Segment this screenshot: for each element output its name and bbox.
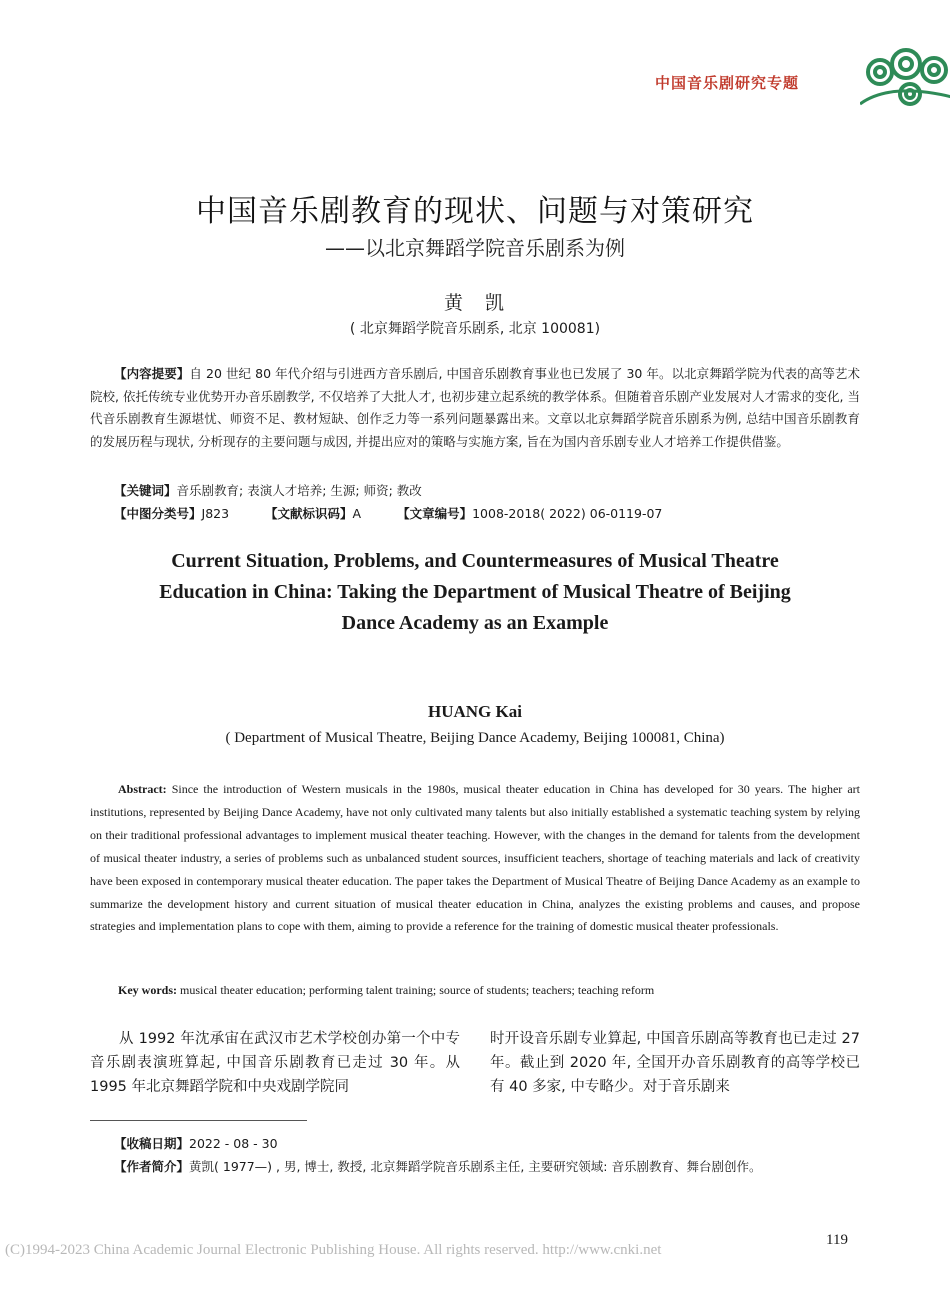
keywords-cn-text: 音乐剧教育; 表演人才培养; 生源; 师资; 教改	[176, 483, 422, 498]
footnote-received	[114, 1134, 278, 1152]
author-name-cn: 黄凯	[443, 292, 526, 314]
doc-code-value: A	[352, 506, 362, 521]
abstract-en-text: Since the introduction of Western musicals in the 1980s, musical theater education in China has developed for 30 years. The higher art institutions, represented by Beijing Dance Academy, have not only cultivated many talents but also initially established a systematic teaching system by relying on their traditional professional advantages to implement musical theater teaching. However, with the changes in the demand for talents from the development of musical theater industry, a series of problems such as unbalanced student sources, insufficient teachers, shortage of teaching materials and lack of creativity have been exposed in contemporary musical theater education. The paper takes the Department of Musical Theatre of Beijing Dance Academy as an example to summarize the development history and current situation of musical theater education in China, analyzes the existing problems and causes, and propose strategies and implementation plans to cope with them, aiming to provide a reference for the training of domestic musical theater professionals.	[90, 782, 860, 934]
abstract-cn	[90, 363, 860, 453]
article-title-cn: 中国音乐剧教育的现状、问题与对策研究	[196, 194, 754, 229]
abstract-cn-label: 【内容提要】	[114, 366, 190, 381]
cloud-swirl-logo	[860, 42, 950, 112]
author-bio-label: 【作者简介】	[114, 1159, 190, 1174]
author-name-en: HUANG Kai	[428, 702, 522, 721]
keywords-cn	[114, 481, 422, 499]
article-title-en: Current Situation, Problems, and Countermeasures of Musical Theatre Education in China: Taking the Department of Musical Theatre of Beijing Dance Academy as an Example	[159, 550, 791, 634]
body-column-right: 时开设音乐剧专业算起, 中国音乐剧高等教育也已走过 27 年。截止到 2020 年, 全国开办音乐剧教育的高等学校已有 40 多家, 中专略少。对于音乐剧来	[490, 1031, 860, 1095]
keywords-en	[118, 983, 858, 998]
clc-value: J823	[201, 506, 230, 521]
article-subtitle-cn: ——以北京舞蹈学院音乐剧系为例	[325, 236, 625, 260]
abstract-cn-text: 自 20 世纪 80 年代介绍与引进西方音乐剧后, 中国音乐剧教育事业也已发展了 30 年。以北京舞蹈学院为代表的高等艺术院校, 依托传统专业优势开办音乐剧教学, 不仅培养了大批人才, 也初步建立起系统的教学体系。但随着音乐剧产业发展对人才需求的变化, 当代音乐剧教育生源堪忧、师资不足、教材短缺、创作乏力等一系列问题暴露出来。文章以北京舞蹈学院音乐剧系为例, 总结中国音乐剧教育的发展历程与现状, 分析现存的主要问题与成因, 并提出应对的策略与实施方案, 旨在为国内音乐剧专业人才培养工作提供借鉴。	[90, 366, 860, 449]
abstract-en	[90, 778, 860, 938]
keywords-en-label: Key words:	[118, 983, 177, 997]
page-number: 119	[826, 1232, 848, 1248]
classification-line	[114, 504, 662, 522]
received-label: 【收稿日期】	[114, 1136, 190, 1151]
copyright-watermark: (C)1994-2023 China Academic Journal Electronic Publishing House. All rights reserved. http://www.cnki.net	[5, 1242, 662, 1258]
article-no-label: 【文章编号】	[397, 506, 473, 521]
clc-label: 【中图分类号】	[114, 506, 202, 521]
footnote-divider	[90, 1120, 307, 1121]
received-value: 2022 - 08 - 30	[189, 1136, 278, 1151]
keywords-cn-label: 【关键词】	[114, 483, 177, 498]
body-column-left: 从 1992 年沈承宙在武汉市艺术学校创办第一个中专音乐剧表演班算起, 中国音乐剧教育已走过 30 年。从 1995 年北京舞蹈学院和中央戏剧学院同	[90, 1031, 460, 1095]
affiliation-cn: ( 北京舞蹈学院音乐剧系, 北京 100081)	[349, 321, 601, 337]
keywords-en-text: musical theater education; performing talent training; source of students; teachers; teaching reform	[177, 983, 655, 997]
footnote-author-bio	[114, 1157, 761, 1175]
doc-code-label: 【文献标识码】	[265, 506, 353, 521]
affiliation-en: ( Department of Musical Theatre, Beijing Dance Academy, Beijing 100081, China)	[225, 730, 725, 746]
article-no-value: 1008-2018( 2022) 06-0119-07	[472, 506, 663, 521]
abstract-en-label: Abstract:	[118, 782, 167, 796]
author-bio-value: 黄凯( 1977—) , 男, 博士, 教授, 北京舞蹈学院音乐剧系主任, 主要研究领域: 音乐剧教育、舞台剧创作。	[189, 1159, 762, 1174]
journal-section-badge: 中国音乐剧研究专题	[655, 74, 800, 92]
